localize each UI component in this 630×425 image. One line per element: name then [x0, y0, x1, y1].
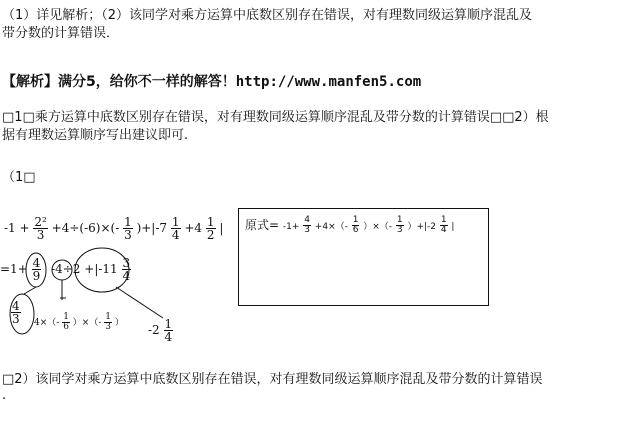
answer-line-2: 带分数的计算错误． — [2, 26, 120, 41]
explanation-line-1: □1□乘方运算中底数区别存在错误，对有理数同级运算顺序混乱及带分数的计算错误□□2）根 — [2, 110, 549, 125]
frac-num: 1 — [206, 215, 215, 229]
frac-den: 9 — [32, 269, 41, 283]
box-expr-a: -1+ — [282, 222, 300, 232]
box-expression — [245, 216, 454, 235]
frac-den: 3 — [396, 225, 403, 235]
frac-num: 1 — [63, 312, 69, 322]
frac-den: 4 — [171, 228, 180, 242]
leader-line-1 — [24, 287, 36, 294]
frac-num: 1 — [440, 215, 447, 225]
row1-text-e: | — [219, 221, 224, 235]
circle-abs — [75, 248, 129, 292]
expr-b: ）×（- — [72, 318, 102, 328]
leader-line-3 — [116, 287, 163, 318]
frac-den: 3 — [36, 228, 45, 242]
expr-a: 4×（- — [34, 318, 60, 328]
frac-den: 4 — [164, 330, 173, 344]
row2-text-a: =1+ — [0, 262, 28, 276]
frac-num: 4 — [12, 299, 20, 313]
frac-den: 3 — [12, 312, 20, 326]
frac-den: 4 — [440, 225, 447, 235]
box-label: 原式= — [245, 218, 280, 232]
box-expr-c: ）×（- — [363, 222, 393, 232]
result-box — [238, 208, 489, 306]
circle-4-3 — [10, 294, 34, 334]
frac-num: 3 — [122, 256, 131, 270]
expr-c: ） — [114, 318, 124, 328]
frac-num: 1 — [105, 312, 111, 322]
answer-line-1: （1）详见解析；（2）该同学对乘方运算中底数区别存在错误，对有理数同级运算顺序混乱及 — [2, 8, 533, 23]
row1-text-d: +4 — [184, 221, 203, 235]
frac-num: 1 — [352, 215, 359, 225]
frac-num: 1 — [164, 317, 173, 331]
box-expr-b: +4×（- — [314, 222, 348, 232]
box-expr-e: | — [451, 222, 455, 232]
frac-num: 4 — [304, 215, 310, 225]
frac-num: 4 — [32, 256, 41, 270]
row1-text-c: )+|-7 — [136, 221, 168, 235]
frac-den: 3 — [124, 228, 132, 242]
analysis-url: http://www.manfen5.com — [235, 74, 422, 90]
frac-den: 6 — [352, 225, 359, 235]
frac-den: 6 — [63, 322, 69, 332]
mixed-whole: -2 — [148, 323, 160, 337]
circle-4-div-2 — [52, 260, 72, 280]
row2-text-c: +|-11 — [84, 262, 118, 276]
part2-line-2: . — [2, 388, 7, 403]
frac-den: 3 — [304, 225, 310, 235]
part1-label: （1□ — [2, 170, 36, 185]
box-expr-d: ）+|-2 — [407, 222, 436, 232]
part2-line-1: □2）该同学对乘方运算中底数区别存在错误，对有理数同级运算顺序混乱及带分数的计算错误 — [2, 372, 543, 387]
frac-den: 2 — [206, 228, 215, 242]
circle-4-9 — [26, 253, 46, 287]
frac-den: 3 — [105, 322, 111, 332]
frac-den: 4 — [122, 269, 131, 283]
row1-text-a: -1 + — [4, 221, 30, 235]
row1-text-b: +4÷(-6)×(- — [51, 221, 120, 235]
frac-num: 1 — [124, 215, 132, 229]
explanation-line-2: 据有理数运算顺序写出建议即可. — [2, 128, 189, 143]
analysis-tag: 【解析】满分5，给你不一样的解答！ — [2, 74, 236, 90]
frac-num: 2² — [34, 215, 47, 229]
frac-num: 1 — [171, 215, 180, 229]
row2-text-b: -4÷2 — [51, 262, 81, 276]
frac-num: 1 — [396, 215, 403, 225]
